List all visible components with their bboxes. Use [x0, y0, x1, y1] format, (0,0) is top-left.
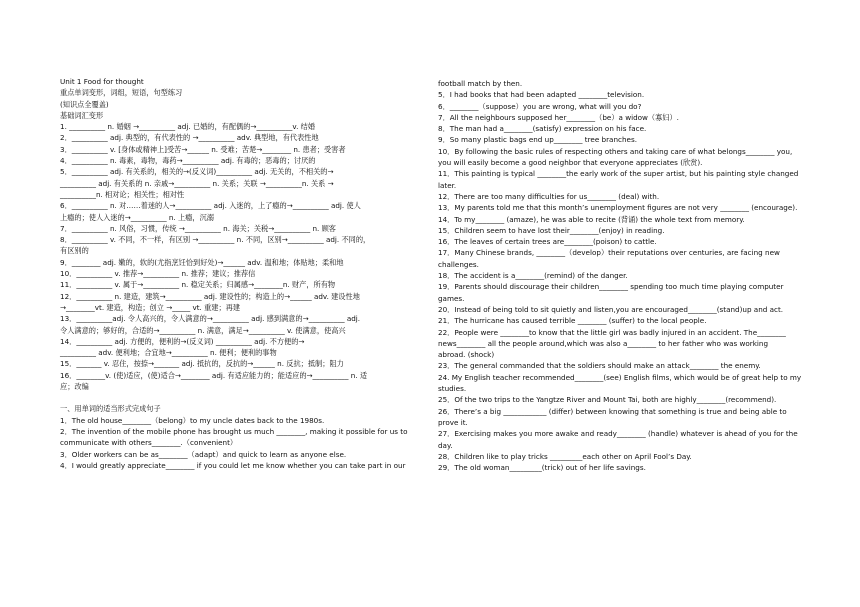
- exercise-line: 上瘾的；使人入迷的→__________ n. 上瘾，沉溺: [60, 212, 214, 222]
- exercise-line: 19．Parents should discourage their children________ spending too much time playing computer: [438, 282, 784, 292]
- subtitle: 重点单词变形，词组，短语，句型练习: [60, 88, 183, 98]
- exercise-line: 6．________（suppose）you are wrong, what will you do?: [438, 101, 642, 111]
- section-fill-heading: 一、用单词的适当形式完成句子: [60, 404, 161, 414]
- exercise-line: 10．__________ v. 推荐→__________ n. 推荐；建议；推荐信: [60, 269, 256, 279]
- exercise-line: day.: [438, 440, 453, 450]
- exercise-line: later.: [438, 180, 457, 190]
- exercise-line: 21．The hurricane has caused terrible ________ (suffer) to the local people.: [438, 316, 707, 326]
- exercise-line: 11．__________ v. 属于→__________ n. 稳定关系；归属感→________n. 财产，所有物: [60, 280, 336, 290]
- coverage-note: (知识点全覆盖): [60, 99, 109, 109]
- exercise-line: 1. __________ n. 婚姻 →__________ adj. 已婚的，有配偶的→__________v. 结婚: [60, 122, 316, 132]
- exercise-line: 18．The accident is a________(remind) of the danger.: [438, 271, 628, 281]
- exercise-line: 13．__________adj. 令人高兴的，令人满意的→__________ adj. 感到满意的→__________ adj.: [60, 314, 361, 324]
- exercise-line: football match by then.: [438, 79, 523, 88]
- exercise-line: 2．__________ adj. 典型的，有代表性的 →__________ adv. 典型地，有代表性地: [60, 133, 319, 143]
- exercise-line: communicate with others________.（convenient）: [60, 438, 238, 448]
- left-column: [60, 76, 422, 471]
- fill-in-exercise-list: [60, 415, 422, 471]
- exercise-line: 7．__________ n. 风俗，习惯，传统 →__________ n. 海关；关税→__________ n. 顾客: [60, 223, 336, 233]
- exercise-line: 5．__________ adj. 有关系的，相关的→(反义词)__________ adj. 无关的，不相关的→: [60, 167, 334, 177]
- exercise-line: news________ all the people around,which was also a________ to her father who was working: [438, 338, 769, 348]
- exercise-line: 23．The general commanded that the soldiers should make an attack________ the enemy.: [438, 361, 761, 371]
- spacer: [60, 392, 422, 403]
- exercise-line: 16．The leaves of certain trees are________(poison) to cattle.: [438, 237, 657, 247]
- exercise-line: 12．There are too many difficulties for us________ (deal) with.: [438, 191, 660, 201]
- exercise-line: 27．Exercising makes you more awake and ready________ (handle) whatever is ahead of you for the: [438, 429, 798, 439]
- exercise-line: 24. My English teacher recommended________(see) English films, which would be of great help to my: [438, 372, 802, 382]
- exercise-line: 10．By following the basic rules of respecting others and taking care of what belongs________ you,: [438, 146, 793, 156]
- exercise-line: abroad. (shock): [438, 350, 495, 360]
- exercise-line: 13．My parents told me that this month’s unemployment figures are not very ________ (encourage).: [438, 203, 798, 213]
- exercise-line: __________ adv. 便利地；合宜地→__________ n. 便利；便利的事物: [60, 348, 277, 358]
- exercise-line: 14．__________ adj. 方便的，便利的→(反义词) __________ adj. 不方便的→: [60, 336, 305, 346]
- exercise-line: 16．________v. (使)适应，(使)适合→________ adj. 有适应能力的；能适应的→__________ n. 适: [60, 370, 368, 380]
- exercise-line: 1．The old house________（belong）to my uncle dates back to the 1980s.: [60, 415, 325, 425]
- exercise-line: 28．Children like to play tricks _________each other on April Fool’s Day.: [438, 451, 692, 461]
- vocab-exercise-list: [60, 121, 422, 392]
- exercise-line: 8．The man had a________(satisfy) expression on his face.: [438, 124, 647, 134]
- exercise-line: games.: [438, 293, 465, 303]
- exercise-line: 15．Children seem to have lost their________(enjoy) in reading.: [438, 225, 665, 235]
- exercise-line: challenges.: [438, 259, 479, 269]
- exercise-line: 17．Many Chinese brands, ________（develop）their reputations over centuries, are facing new: [438, 248, 780, 258]
- exercise-line: →________vt. 建造，构造；创立 →_____ vt. 重建；再建: [60, 302, 241, 312]
- unit-title: Unit 1 Food for thought: [60, 77, 144, 86]
- exercise-line: 26．There’s a big ____________ (differ) between knowing that something is true and being able to: [438, 406, 787, 416]
- exercise-line: 应；改编: [60, 382, 89, 392]
- exercise-line: __________ adj. 有关系的 n. 亲戚→__________ n. 关系；关联 →__________n. 关系 →: [60, 178, 334, 188]
- exercise-line: 20．Instead of being told to sit quietly and listen,you are encouraged________(stand)up and act.: [438, 304, 784, 314]
- exercise-line: 3．__________ v. [身体或精神上]受苦→______ n. 受难；苦楚→________ n. 患者；受害者: [60, 144, 346, 154]
- exercise-line: 4．I would greatly appreciate________ if you could let me know whether you can take part in our: [60, 460, 406, 470]
- exercise-line: 3．Older workers can be as________（adapt）and quick to learn as anyone else.: [60, 449, 347, 459]
- exercise-line: 29．The old woman_________(trick) out of her life savings.: [438, 463, 646, 473]
- exercise-line: 4．__________ n. 毒素，毒物，毒药→__________ adj. 有毒的；恶毒的；讨厌的: [60, 156, 316, 166]
- exercise-line: __________n. 相对论；相关性；相对性: [60, 189, 185, 199]
- exercise-line: 令人满意的；够好的，合适的→__________ n. 满意，满足→__________ v. 使满意，使高兴: [60, 325, 346, 335]
- exercise-line: 14．To my________ (amaze), he was able to recite (背诵) the whole text from memory.: [438, 214, 745, 224]
- exercise-line: 22．People were ________to know that the little girl was badly injured in an accident. The________: [438, 327, 786, 337]
- exercise-line: 8．__________ v. 不同，不一样，有区别 →__________ n. 不同，区别→__________ adj. 不同的，: [60, 235, 371, 245]
- exercise-line: 12．__________ n. 建造，建筑→__________ adj. 建设性的；构造上的→______ adv. 建设性地: [60, 291, 360, 301]
- exercise-line: prove it.: [438, 417, 468, 427]
- exercise-line: 2．The invention of the mobile phone has brought us much ________, making it possible for us to: [60, 426, 408, 436]
- section-basic-heading: 基础词汇变形: [60, 110, 104, 120]
- exercise-line: 25．Of the two trips to the Yangtze River and Mount Tai, both are highly________(recommend).: [438, 395, 777, 405]
- fill-in-exercise-list-continued: [438, 78, 803, 473]
- exercise-line: 11．This painting is typical ________the early work of the super artist, but his painting style changed: [438, 169, 799, 179]
- exercise-line: 5．I had books that had been adapted ________television.: [438, 90, 645, 100]
- exercise-line: 15．_______ v. 忍住，按捺→_______ adj. 抵抗的，反抗的→______ n. 反抗；抵制；阻力: [60, 359, 344, 369]
- exercise-line: 有区别的: [60, 246, 89, 256]
- right-column: [438, 78, 803, 473]
- exercise-line: 6．__________ n. 对……着迷的人→__________ adj. 入迷的，上了瘾的→__________ adj. 使人: [60, 201, 361, 211]
- exercise-line: 7．All the neighbours supposed her________（be）a widow（寡妇）.: [438, 112, 679, 122]
- exercise-line: 9．________ adj. 嫩的，软的(尤指烹饪恰到好处)→______ adv. 温和地；体贴地；柔和地: [60, 257, 344, 267]
- exercise-line: studies.: [438, 384, 467, 394]
- exercise-line: you will easily become a good neighbor that everyone appreciates (欣赏).: [438, 158, 703, 168]
- exercise-line: 9．So many plastic bags end up________ tree branches.: [438, 135, 637, 145]
